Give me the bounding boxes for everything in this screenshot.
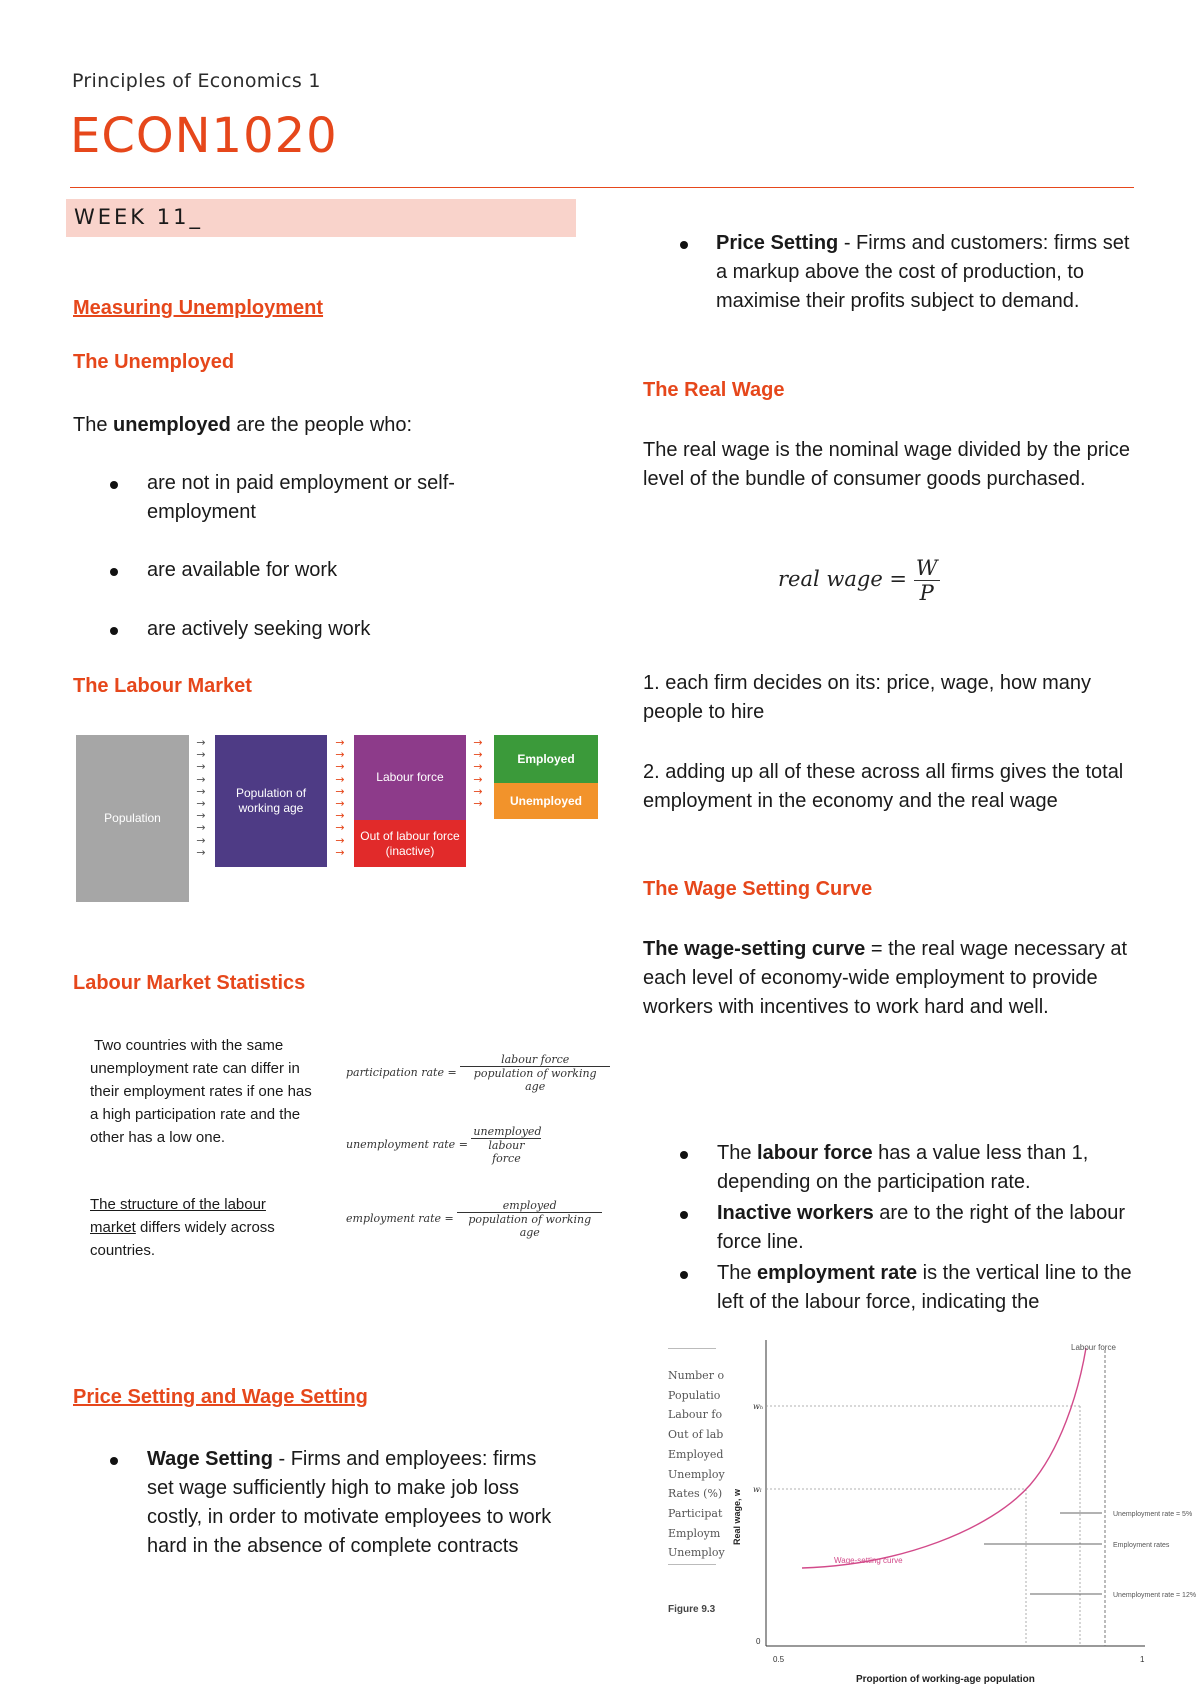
real-wage-definition: The real wage is the nominal wage divided by the price level of the bundle of consumer goods purchased. (643, 439, 1130, 490)
unemployment-rate-formula: unemployment rate = $\frac{\text{unemployed}}{\text{labour force}}$ (346, 1125, 542, 1165)
header-divider (70, 187, 1134, 188)
employment-rates-label: Employment rates (1113, 1542, 1170, 1549)
figure-caption: Figure 9.3 (668, 1604, 716, 1615)
cropped-table: Number o Populatio Labour fo Out of lab Employed Unemploy Rates (%) Participat Employm Unemploy (668, 1369, 725, 1560)
bullet-dot (680, 1271, 688, 1279)
step-1-text: 1. each firm decides on its: price, wage, how many people to hire (643, 672, 1091, 723)
bullet-dot (680, 1211, 688, 1219)
arrows-icon: → → → → → → → → → → (335, 736, 345, 859)
course-code-title: ECON1020 (70, 108, 338, 164)
real-wage-heading: The Real Wage (643, 379, 785, 401)
step-2-text: 2. adding up all of these across all firms gives the total employment in the economy and the real wage (643, 761, 1124, 812)
labour-market-statistics-heading: Labour Market Statistics (73, 972, 306, 994)
employment-rate-bullet: The employment rate is the vertical line to the left of the labour force, indicating the (717, 1262, 1132, 1313)
unemployed-bullet: are actively seeking work (147, 618, 371, 640)
measuring-unemployment-heading[interactable]: Measuring Unemployment (73, 297, 324, 319)
unemployed-bullet: are available for work (147, 559, 338, 581)
bullet-dot (680, 241, 688, 249)
stats-structure-paragraph: The structure of the labour market differs widely across countries. (90, 1196, 275, 1259)
x-end-tick-label: 1 (1140, 1655, 1145, 1664)
real-wage-equation: real wage = $\frac{W}{P}$ (778, 556, 940, 605)
table-top-rule (668, 1348, 716, 1349)
employment-rate-formula: employment rate = $\frac{\text{employed}}{\text{population of working age}}$ (346, 1199, 602, 1239)
unemployed-box: Unemployed (494, 783, 598, 819)
wage-setting-curve-chart (720, 1340, 1197, 1695)
wage-setting-curve-heading: The Wage Setting Curve (643, 878, 873, 900)
labour-market-heading: The Labour Market (73, 675, 252, 697)
unemployment-5-label: Unemployment rate = 5% (1113, 1511, 1193, 1518)
week-banner (66, 199, 576, 237)
population-box: Population (76, 735, 189, 902)
participation-rate-formula: participation rate = $\frac{\text{labour force}}{\text{population of working age}}$ (346, 1053, 610, 1093)
wl-tick-label: wₗ (753, 1485, 762, 1494)
arrows-icon: → → → → → → → → → → (196, 736, 206, 859)
working-age-box: Population of working age (215, 735, 327, 867)
y-zero-tick-label: 0 (756, 1637, 761, 1646)
week-label: WEEK 11_ (74, 205, 203, 229)
out-of-labour-force-box: Out of labour force (inactive) (354, 820, 466, 867)
course-subtitle: Principles of Economics 1 (72, 70, 321, 92)
x-axis-label: Proportion of working-age population (856, 1674, 1035, 1685)
unemployed-bullet: are not in paid employment or self-employment (147, 472, 455, 523)
labour-force-label: Labour force (1071, 1343, 1116, 1352)
curve-label: Wage-setting curve (834, 1556, 903, 1565)
wage-setting-bullet: Wage Setting - Firms and employees: firms set wage sufficiently high to make job loss costly, in order to motivate employees to work hard in the absence of complete contracts (147, 1448, 552, 1557)
bullet-dot (680, 1151, 688, 1159)
bullet-dot (110, 1457, 118, 1465)
unemployed-intro: The unemployed are the people who: (73, 414, 413, 436)
wh-tick-label: wₕ (753, 1402, 764, 1411)
labour-force-box: Labour force (354, 735, 466, 820)
arrows-icon: → → → → → → (473, 736, 483, 811)
labour-force-bullet: The labour force has a value less than 1, depending on the participation rate. (717, 1142, 1089, 1193)
bullet-dot (110, 481, 118, 489)
unemployed-heading: The Unemployed (73, 351, 235, 373)
wage-setting-curve-definition: The wage-setting curve = the real wage necessary at each level of economy-wide employment to provide workers with incentives to work hard and well. (643, 938, 1128, 1018)
employed-box: Employed (494, 735, 598, 783)
table-bottom-rule (668, 1564, 716, 1565)
price-setting-bullet: Price Setting - Firms and customers: firms set a markup above the cost of production, to maximise their profits subject to demand. (716, 232, 1130, 312)
inactive-workers-bullet: Inactive workers are to the right of the labour force line. (717, 1202, 1126, 1253)
wage-setting-curve (802, 1348, 1086, 1568)
bullet-dot (110, 568, 118, 576)
labour-market-structure-link[interactable]: The structure of the labour market (90, 1196, 266, 1236)
y-axis-label: Real wage, w (732, 1488, 742, 1545)
x-start-tick-label: 0.5 (773, 1655, 785, 1664)
bullet-dot (110, 627, 118, 635)
unemployment-12-label: Unemployment rate = 12% (1113, 1592, 1197, 1599)
price-wage-setting-heading[interactable]: Price Setting and Wage Setting (73, 1386, 368, 1408)
stats-paragraph: Two countries with the same unemployment rate can differ in their employment rates if one has a high participation rate and the other has a low one. (90, 1037, 312, 1146)
